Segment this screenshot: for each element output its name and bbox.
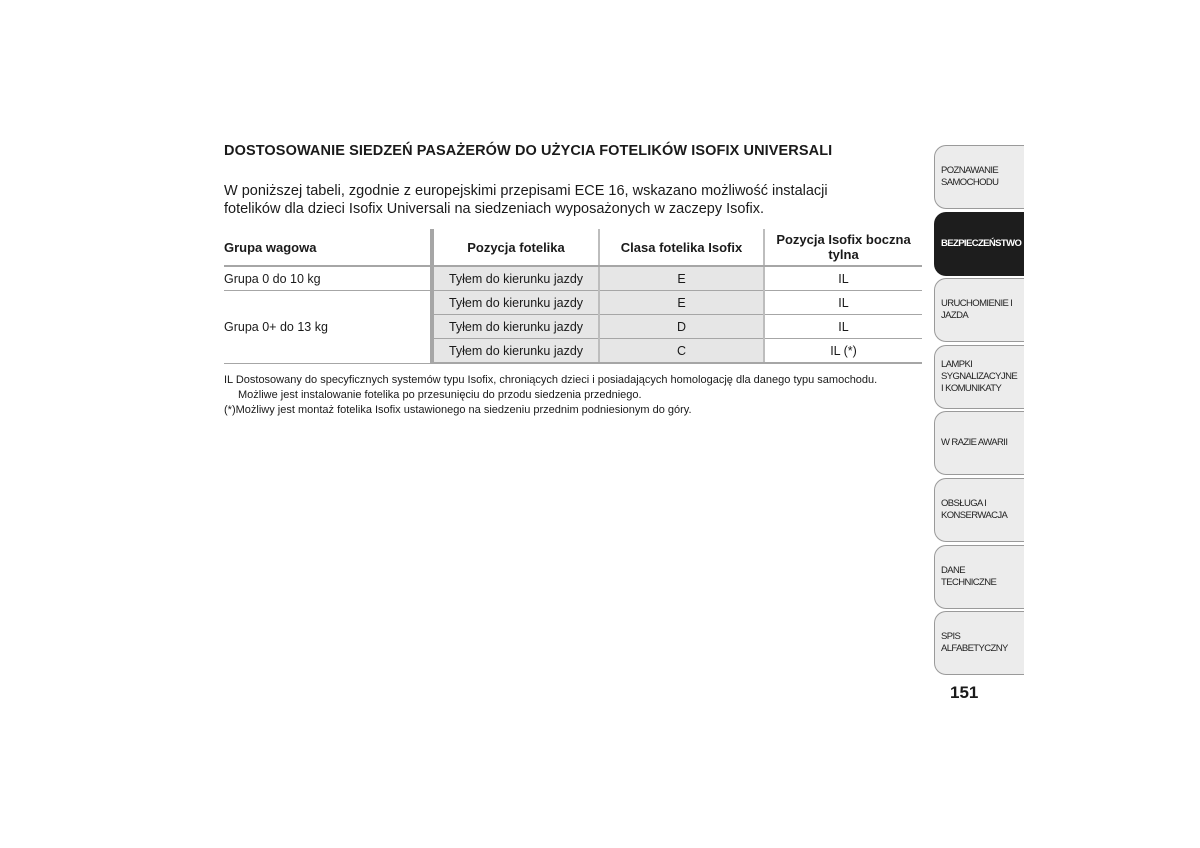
tab-bezpieczenstwo[interactable]: BEZPIECZEŃSTWO xyxy=(934,212,1024,276)
header-seat-position: Pozycja fotelika xyxy=(432,229,599,266)
page-number: 151 xyxy=(950,683,979,702)
weight-group-cell: Grupa 0 do 10 kg xyxy=(224,266,432,291)
header-rear-side-position: Pozycja Isofix boczna tylna xyxy=(764,229,922,266)
rear-position-cell: IL xyxy=(764,291,922,315)
section-heading: DOSTOSOWANIE SIEDZEŃ PASAŻERÓW DO UŻYCIA FOTELIKÓW ISOFIX UNIVERSALI xyxy=(224,143,833,159)
note-asterisk: (*)Możliwy jest montaż fotelika Isofix ustawionego na siedzeniu przednim podniesionym do góry. xyxy=(224,404,692,416)
seat-position-cell: Tyłem do kierunku jazdy xyxy=(432,266,599,291)
tab-spis-alfabetyczny[interactable]: SPIS ALFABETYCZNY xyxy=(934,611,1024,675)
weight-group-cell: Grupa 0+ do 13 kg xyxy=(224,291,432,364)
tab-poznawanie-samochodu[interactable]: POZNAWANIE SAMOCHODU xyxy=(934,145,1024,209)
header-weight-group: Grupa wagowa xyxy=(224,229,432,266)
isofix-class-cell: D xyxy=(599,315,764,339)
table-row xyxy=(224,291,922,315)
rear-position-cell: IL xyxy=(764,315,922,339)
table-row xyxy=(224,266,922,291)
tab-lampki-sygnalizacyjne[interactable]: LAMPKI SYGNALIZACYJNE I KOMUNIKATY xyxy=(934,345,1024,409)
isofix-table xyxy=(224,229,922,364)
table-notes xyxy=(224,373,924,418)
intro-paragraph: W poniższej tabeli, zgodnie z europejskimi przepisami ECE 16, wskazano możliwość instalacji fotelików dla dzieci Isofix Universali na siedzeniach wyposażonych w zaczepy Isofix. xyxy=(224,183,828,217)
tab-dane-techniczne[interactable]: DANE TECHNICZNE xyxy=(934,545,1024,609)
header-isofix-class: Clasa fotelika Isofix xyxy=(599,229,764,266)
rear-position-cell: IL (*) xyxy=(764,339,922,364)
chapter-tabs xyxy=(934,145,1024,678)
isofix-class-cell: E xyxy=(599,291,764,315)
seat-position-cell: Tyłem do kierunku jazdy xyxy=(432,339,599,364)
seat-position-cell: Tyłem do kierunku jazdy xyxy=(432,291,599,315)
rear-position-cell: IL xyxy=(764,266,922,291)
table-header-row xyxy=(224,229,922,266)
isofix-class-cell: C xyxy=(599,339,764,364)
tab-obsluga-i-konserwacja[interactable]: OBSŁUGA I KONSERWACJA xyxy=(934,478,1024,542)
isofix-class-cell: E xyxy=(599,266,764,291)
note-il: IL Dostosowany do specyficznych systemów typu Isofix, chroniących dzieci i posiadających homologację dla danego typu samochodu. xyxy=(224,374,878,386)
note-il-continued: Możliwe jest instalowanie fotelika po przesunięciu do przodu siedzenia przedniego. xyxy=(238,389,642,401)
seat-position-cell: Tyłem do kierunku jazdy xyxy=(432,315,599,339)
tab-uruchomienie-i-jazda[interactable]: URUCHOMIENIE I JAZDA xyxy=(934,278,1024,342)
tab-w-razie-awarii[interactable]: W RAZIE AWARII xyxy=(934,411,1024,475)
